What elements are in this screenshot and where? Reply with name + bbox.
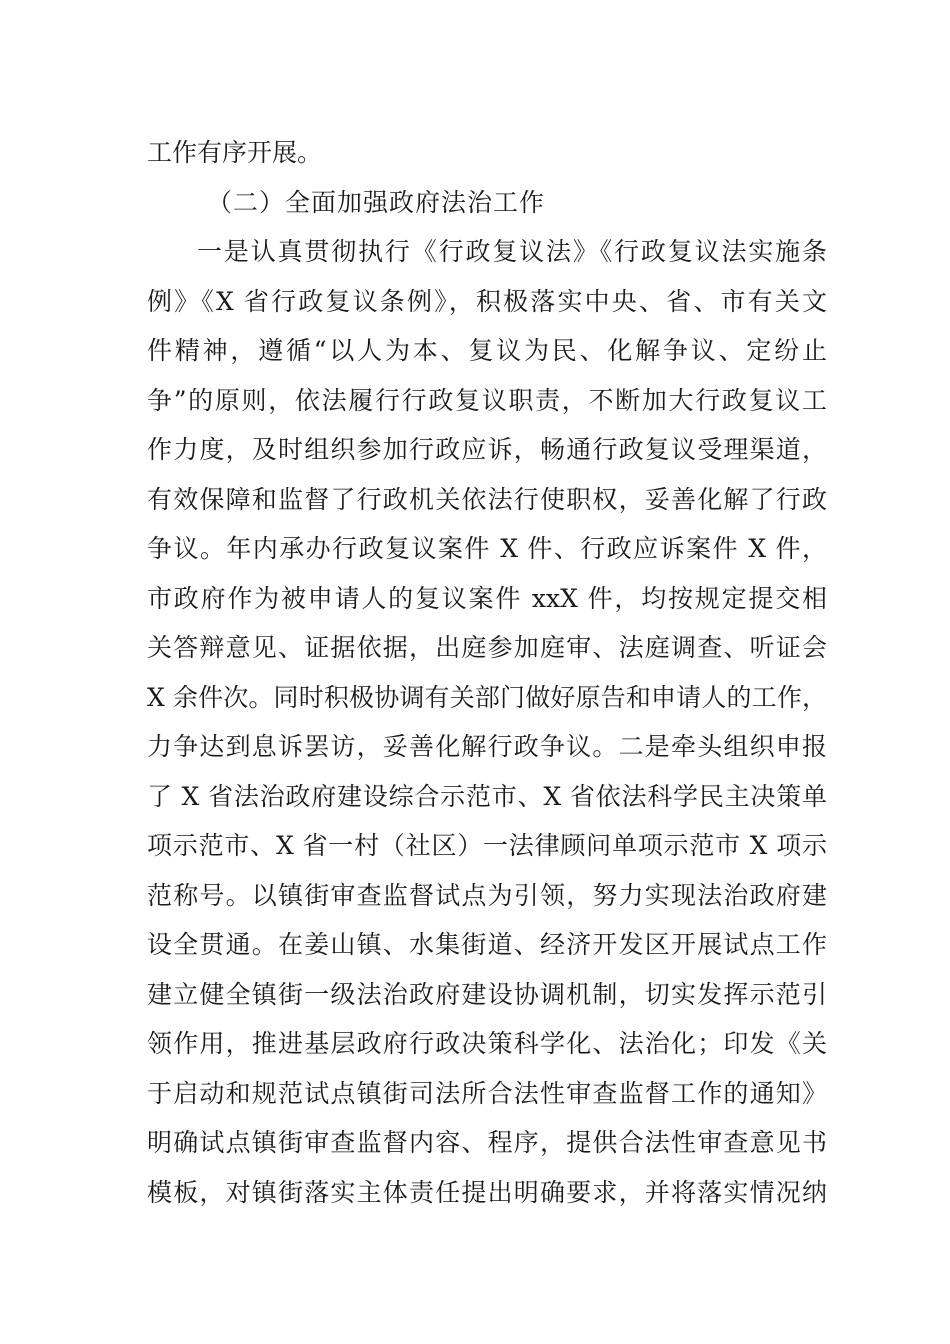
text-line: 工作有序开展。 [147, 138, 323, 167]
text-line: 范称号。以镇街审查监督试点为引领，努力实现法治政府建 [147, 880, 827, 910]
text-line: 作力度，及时组织参加行政应诉，畅通行政复议受理渠道， [147, 435, 827, 464]
text-line: 有效保障和监督了行政机关依法行使职权，妥善化解了行政 [147, 484, 827, 514]
text-line: 模板，对镇街落实主体责任提出明确要求，并将落实情况纳 [147, 1177, 827, 1207]
text-line: 争”的原则，依法履行行政复议职责，不断加大行政复议工 [147, 385, 827, 415]
text-line: 力争达到息诉罢访，妥善化解行政争议。二是牵头组织申报 [147, 732, 827, 761]
body-text [147, 128, 827, 1217]
section-heading: （二）全面加强政府法治工作 [207, 187, 546, 217]
text-line: 争议。年内承办行政复议案件 X 件、行政应诉案件 X 件， [147, 534, 827, 563]
text-line: 市政府作为被申请人的复议案件 xxX 件，均按规定提交相 [147, 583, 827, 613]
text-line: 件精神，遵循“以人为本、复议为民、化解争议、定纷止 [147, 336, 827, 365]
text-line: 项示范市、X 省一村（社区）一法律顾问单项示范市 X 项示 [147, 831, 827, 860]
text-line: 建立健全镇街一级法治政府建设协调机制，切实发挥示范引 [147, 979, 827, 1009]
text-line: 了 X 省法治政府建设综合示范市、X 省依法科学民主决策单 [147, 781, 827, 811]
text-line: 领作用，推进基层政府行政决策科学化、法治化；印发《关 [147, 1029, 827, 1058]
text-line: X 余件次。同时积极协调有关部门做好原告和申请人的工作， [147, 682, 827, 712]
text-line: 设全贯通。在姜山镇、水集街道、经济开发区开展试点工作 [147, 930, 827, 959]
text-line: 明确试点镇街审查监督内容、程序，提供合法性审查意见书 [147, 1128, 827, 1157]
text-line: 一是认真贯彻执行《行政复议法》《行政复议法实施条 [197, 237, 827, 266]
text-line: 于启动和规范试点镇街司法所合法性审查监督工作的通知》 [147, 1078, 827, 1108]
text-line: 关答辩意见、证据依据，出庭参加庭审、法庭调查、听证会 [147, 633, 827, 662]
text-line: 例》《X 省行政复议条例》，积极落实中央、省、市有关文 [147, 286, 827, 316]
